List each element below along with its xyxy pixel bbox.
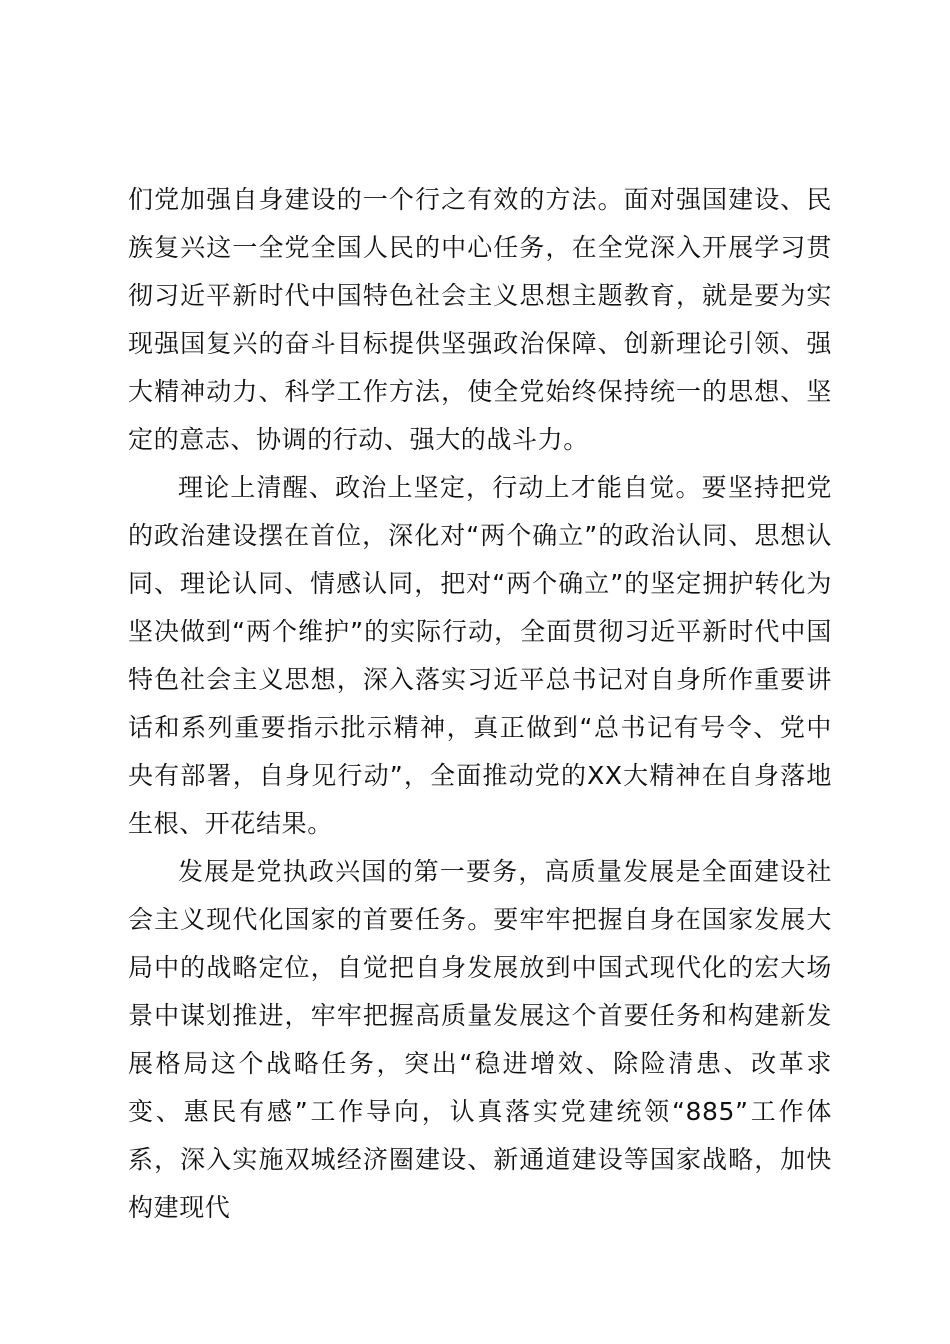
paragraph-2: 理论上清醒、政治上坚定，行动上才能自觉。要坚持把党的政治建设摆在首位，深化对“两个确立”的政治认同、思想认同、理论认同、情感认同，把对“两个确立”的坚定拥护转化为坚决做到“两个维护”的实际行动，全面贯彻习近平新时代中国特色社会主义思想，深入落实习近平总书记对自身所作重要讲话和系列重要指示批示精神，真正做到“总书记有号令、党中央有部署，自身见行动”，全面推动党的XX大精神在自身落地生根、开花结果。 (128, 473, 832, 838)
document-body (128, 176, 832, 1232)
paragraph-1: 们党加强自身建设的一个行之有效的方法。面对强国建设、民族复兴这一全党全国人民的中心任务，在全党深入开展学习贯彻习近平新时代中国特色社会主义思想主题教育，就是要为实现强国复兴的奋斗目标提供坚强政治保障、创新理论引领、强大精神动力、科学工作方法，使全党始终保持统一的思想、坚定的意志、协调的行动、强大的战斗力。 (128, 185, 832, 454)
paragraph-3: 发展是党执政兴国的第一要务，高质量发展是全面建设社会主义现代化国家的首要任务。要牢牢把握自身在国家发展大局中的战略定位，自觉把自身发展放到中国式现代化的宏大场景中谋划推进，牢牢把握高质量发展这个首要任务和构建新发展格局这个战略任务，突出“稳进增效、除险清患、改革求变、惠民有感”工作导向，认真落实党建统领“885”工作体系，深入实施双城经济圈建设、新通道建设等国家战略，加快构建现代 (128, 857, 832, 1222)
